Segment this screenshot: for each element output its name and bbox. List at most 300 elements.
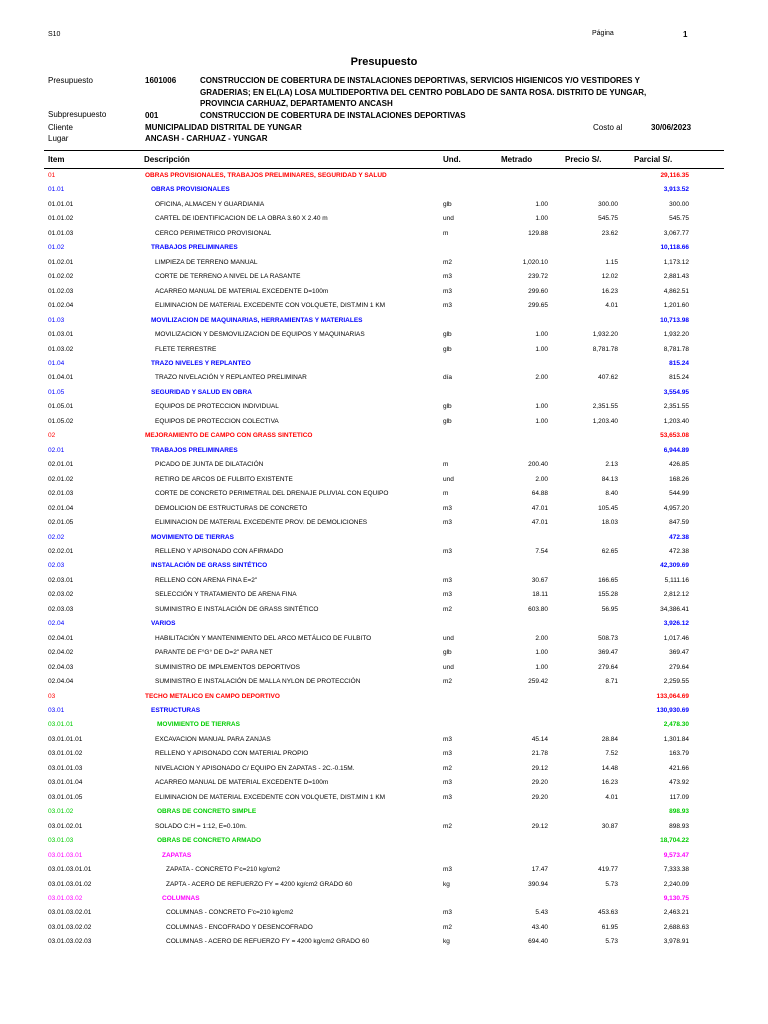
row-precio: 279.64 — [598, 663, 618, 671]
row-parcial: 6,944.89 — [663, 446, 689, 454]
row-parcial: 3,978.91 — [663, 938, 689, 946]
row-unit: m3 — [443, 793, 453, 801]
row-parcial: 815.24 — [669, 359, 689, 367]
row-metrado: 1.00 — [535, 215, 548, 223]
table-row — [0, 820, 768, 835]
table-row — [0, 588, 768, 603]
table-group-row — [0, 169, 768, 184]
row-precio: 4.01 — [605, 302, 618, 310]
table-group-row — [0, 444, 768, 459]
table-group-row — [0, 357, 768, 372]
row-item: 02.01.03 — [48, 490, 74, 498]
row-metrado: 694.40 — [528, 938, 548, 946]
row-description: ACARREO MANUAL DE MATERIAL EXCEDENTE D=100m — [155, 287, 329, 295]
row-parcial: 117.09 — [669, 793, 689, 801]
row-parcial: 1,932.20 — [663, 331, 689, 339]
table-group-row — [0, 892, 768, 907]
row-description: CORTE DE CONCRETO PERIMETRAL DEL DRENAJE PLUVIAL CON EQUIPO — [155, 490, 389, 498]
table-row — [0, 400, 768, 415]
row-metrado: 29.12 — [531, 764, 548, 772]
table-row — [0, 285, 768, 300]
row-parcial: 898.93 — [669, 808, 689, 816]
row-description: FLETE TERRESTRE — [155, 345, 217, 353]
row-description: SUMINISTRO E INSTALACIÓN DE GRASS SINTÉTICO — [155, 605, 319, 613]
subpresupuesto-description: CONSTRUCCION DE COBERTURA DE INSTALACIONES DEPORTIVAS — [200, 111, 466, 120]
row-metrado: 17.47 — [531, 866, 548, 874]
row-precio: 30.87 — [601, 822, 618, 830]
row-parcial: 163.79 — [669, 750, 689, 758]
row-unit: m2 — [443, 822, 453, 830]
row-metrado: 47.01 — [531, 504, 548, 512]
row-metrado: 21.78 — [531, 750, 548, 758]
table-row — [0, 227, 768, 242]
row-parcial: 545.75 — [669, 215, 689, 223]
table-row — [0, 791, 768, 806]
row-parcial: 2,351.55 — [663, 403, 689, 411]
row-item: 03.01.02.01 — [48, 822, 83, 830]
row-item: 03.01.01.02 — [48, 750, 83, 758]
row-precio: 2.13 — [605, 461, 618, 469]
row-parcial: 133,064.69 — [656, 692, 689, 700]
row-item: 01.04.01 — [48, 374, 74, 382]
row-parcial: 130,930.69 — [656, 707, 689, 715]
table-row — [0, 863, 768, 878]
row-item: 03.01.03.01.01 — [48, 866, 92, 874]
row-precio: 155.28 — [598, 591, 618, 599]
row-metrado: 259.42 — [528, 678, 548, 686]
row-metrado: 29.20 — [531, 779, 548, 787]
table-group-row — [0, 314, 768, 329]
row-metrado: 18.11 — [532, 591, 548, 599]
table-row — [0, 776, 768, 791]
row-unit: glb — [443, 345, 452, 353]
row-precio: 5.73 — [605, 880, 618, 888]
column-header-item: Item — [48, 155, 65, 164]
table-group-row — [0, 183, 768, 198]
page-title: Presupuesto — [350, 56, 418, 68]
row-description: EQUIPOS DE PROTECCION COLECTIVA — [155, 417, 279, 425]
row-item: 03.01.03.02.01 — [48, 909, 92, 917]
row-unit: m3 — [443, 591, 453, 599]
table-row — [0, 516, 768, 531]
row-metrado: 1.00 — [535, 200, 548, 208]
row-description: ELIMINACION DE MATERIAL EXCEDENTE CON VOLQUETE, DIST.MIN 1 KM — [155, 793, 386, 801]
row-metrado: 129.88 — [528, 229, 548, 237]
table-row — [0, 632, 768, 647]
row-item: 01.02.03 — [48, 287, 74, 295]
row-description: EQUIPOS DE PROTECCION INDIVIDUAL — [155, 403, 279, 411]
row-metrado: 1.00 — [535, 331, 548, 339]
row-precio: 5.73 — [605, 938, 618, 946]
row-description: DEMOLICION DE ESTRUCTURAS DE CONCRETO — [155, 504, 308, 512]
lugar-value: ANCASH - CARHUAZ - YUNGAR — [145, 134, 268, 143]
table-group-row — [0, 531, 768, 546]
row-parcial: 815.24 — [669, 374, 689, 382]
row-parcial: 3,554.95 — [663, 388, 689, 396]
row-unit: m2 — [443, 764, 453, 772]
row-description: RELLENO Y APISONADO CON AFIRMADO — [155, 547, 284, 555]
row-description: ACARREO MANUAL DE MATERIAL EXCEDENTE D=100m — [155, 779, 329, 787]
row-parcial: 1,173.12 — [663, 258, 689, 266]
row-parcial: 426.85 — [669, 461, 689, 469]
row-item: 01.02 — [48, 244, 65, 252]
row-parcial: 898.93 — [669, 822, 689, 830]
row-description: SELECCIÓN Y TRATAMIENTO DE ARENA FINA — [155, 591, 297, 599]
row-parcial: 53,653.08 — [660, 432, 689, 440]
row-item: 02.04.02 — [48, 649, 74, 657]
row-item: 03.01.02 — [48, 808, 74, 816]
row-parcial: 847.59 — [669, 519, 689, 527]
row-item: 02 — [48, 432, 56, 440]
presupuesto-label: Presupuesto — [48, 76, 93, 85]
row-item: 02.04 — [48, 620, 65, 628]
row-metrado: 1.00 — [535, 403, 548, 411]
row-item: 01.03.01 — [48, 331, 74, 339]
row-metrado: 390.94 — [528, 880, 548, 888]
row-precio: 369.47 — [598, 649, 618, 657]
row-metrado: 1.00 — [535, 663, 548, 671]
row-description: RETIRO DE ARCOS DE FULBITO EXISTENTE — [155, 475, 293, 483]
row-item: 01.01.01 — [48, 200, 74, 208]
row-item: 01.03.02 — [48, 345, 74, 353]
table-group-row — [0, 241, 768, 256]
row-unit: glb — [443, 200, 452, 208]
row-precio: 62.65 — [601, 547, 618, 555]
row-metrado: 2.00 — [535, 475, 548, 483]
row-precio: 84.13 — [601, 475, 618, 483]
table-group-row — [0, 834, 768, 849]
row-parcial: 3,067.77 — [663, 229, 689, 237]
row-description: ZAPATAS — [162, 851, 192, 859]
table-row — [0, 921, 768, 936]
table-group-row — [0, 718, 768, 733]
column-header-descripcion: Descripción — [144, 155, 190, 164]
row-parcial: 1,201.60 — [663, 302, 689, 310]
row-unit: día — [443, 374, 453, 382]
row-precio: 18.03 — [601, 519, 618, 527]
table-row — [0, 328, 768, 343]
row-unit: kg — [443, 880, 450, 888]
row-metrado: 299.65 — [528, 302, 548, 310]
row-precio: 453.63 — [598, 909, 618, 917]
row-parcial: 2,240.09 — [663, 880, 689, 888]
row-parcial: 1,301.84 — [663, 735, 689, 743]
row-metrado: 29.12 — [531, 822, 548, 830]
page-label: Página — [592, 30, 614, 37]
row-description: TECHO METALICO EN CAMPO DEPORTIVO — [145, 692, 280, 700]
row-description: PARANTE DE F°G° DE D=2" PARA NET — [155, 649, 273, 657]
lugar-label: Lugar — [48, 134, 69, 143]
row-unit: kg — [443, 938, 450, 946]
row-parcial: 369.47 — [669, 649, 689, 657]
row-metrado: 7.54 — [535, 547, 548, 555]
row-unit: m3 — [443, 302, 453, 310]
table-row — [0, 878, 768, 893]
row-item: 02.02 — [48, 533, 65, 541]
row-item: 02.03.01 — [48, 576, 74, 584]
row-unit: m3 — [443, 273, 453, 281]
row-metrado: 45.14 — [531, 735, 548, 743]
row-unit: m — [443, 490, 449, 498]
row-item: 01.03 — [48, 316, 65, 324]
row-description: ZAPATA - CONCRETO F'c=210 kg/cm2 — [166, 866, 280, 874]
row-description: MOVILIZACION DE MAQUINARIAS, HERRAMIENTAS Y MATERIALES — [151, 316, 363, 324]
table-row — [0, 458, 768, 473]
row-parcial: 8,781.78 — [663, 345, 689, 353]
presupuesto-description-line: PROVINCIA CARHUAZ, DEPARTAMENTO ANCASH — [200, 99, 393, 109]
row-item: 01.05.01 — [48, 403, 74, 411]
table-group-row — [0, 559, 768, 574]
row-item: 01.01 — [48, 186, 65, 194]
row-description: RELLENO Y APISONADO CON MATERIAL PROPIO — [155, 750, 309, 758]
table-group-row — [0, 617, 768, 632]
row-item: 02.03 — [48, 562, 65, 570]
row-description: MOVIMIENTO DE TIERRAS — [157, 721, 240, 729]
table-group-row — [0, 690, 768, 705]
row-item: 01 — [48, 172, 56, 179]
row-description: INSTALACIÓN DE GRASS SINTÉTICO — [151, 562, 268, 570]
row-item: 03.01.01.04 — [48, 779, 83, 787]
row-item: 01.04 — [48, 359, 65, 367]
row-description: CARTEL DE IDENTIFICACION DE LA OBRA 3.60 X 2.40 m — [155, 215, 328, 223]
column-header-parcial: Parcial S/. — [634, 155, 673, 164]
row-precio: 12.02 — [601, 273, 618, 281]
row-item: 03.01.03.02 — [48, 895, 83, 902]
row-unit: m2 — [443, 923, 453, 931]
row-precio: 4.01 — [605, 793, 618, 801]
row-metrado: 64.88 — [531, 490, 548, 498]
table-group-row — [0, 386, 768, 401]
row-unit: m3 — [443, 287, 453, 295]
row-parcial: 18,704.22 — [660, 837, 689, 845]
row-metrado: 299.60 — [528, 287, 548, 295]
row-unit: m2 — [443, 678, 453, 686]
row-parcial: 7,333.38 — [663, 866, 689, 874]
table-group-row — [0, 849, 768, 864]
row-item: 03.01.01 — [48, 721, 74, 729]
table-row — [0, 603, 768, 618]
row-item: 02.02.01 — [48, 547, 74, 555]
row-description: SUMINISTRO E INSTALACIÓN DE MALLA NYLON DE PROTECCIÓN — [155, 678, 361, 686]
row-parcial: 10,713.98 — [660, 316, 689, 324]
table-group-row — [0, 805, 768, 820]
row-item: 03.01.03 — [48, 837, 74, 845]
row-parcial: 300.00 — [669, 200, 689, 208]
table-row — [0, 545, 768, 560]
row-item: 03.01.01.05 — [48, 793, 83, 801]
row-item: 02.03.02 — [48, 591, 74, 599]
row-description: COLUMNAS - ACERO DE REFUERZO FY = 4200 kg/cm2 GRADO 60 — [166, 938, 370, 946]
row-parcial: 34,386.41 — [660, 605, 689, 613]
row-description: OBRAS DE CONCRETO SIMPLE — [157, 808, 257, 816]
row-precio: 1.15 — [605, 258, 618, 266]
row-description: TRAZO NIVELACIÓN Y REPLANTEO PRELIMINAR — [155, 374, 307, 382]
row-item: 01.01.02 — [48, 215, 74, 223]
row-description: ELIMINACION DE MATERIAL EXCEDENTE CON VOLQUETE, DIST.MIN 1 KM — [155, 302, 386, 310]
row-metrado: 1.00 — [535, 345, 548, 353]
row-precio: 545.75 — [598, 215, 618, 223]
row-description: COLUMNAS — [162, 895, 200, 902]
row-precio: 8.71 — [605, 678, 618, 686]
row-item: 03.01.01.03 — [48, 764, 83, 772]
row-unit: m3 — [443, 779, 453, 787]
row-precio: 16.23 — [601, 287, 618, 295]
row-precio: 7.52 — [605, 750, 618, 758]
table-row — [0, 212, 768, 227]
row-precio: 419.77 — [598, 866, 618, 874]
row-item: 02.01.05 — [48, 519, 74, 527]
table-row — [0, 343, 768, 358]
row-unit: m3 — [443, 519, 453, 527]
row-description: NIVELACION Y APISONADO C/ EQUIPO EN ZAPATAS - 2C.-0.15M. — [155, 764, 355, 772]
row-description: SEGURIDAD Y SALUD EN OBRA — [151, 388, 252, 396]
table-group-row — [0, 429, 768, 444]
row-description: RELLENO CON ARENA FINA E=2" — [155, 576, 258, 584]
table-row — [0, 747, 768, 762]
row-unit: m3 — [443, 576, 453, 584]
row-parcial: 168.26 — [669, 475, 689, 483]
presupuesto-code: 1601006 — [145, 76, 177, 85]
row-unit: m3 — [443, 735, 453, 743]
row-parcial: 472.38 — [669, 533, 689, 541]
row-metrado: 29.20 — [531, 793, 548, 801]
table-header — [44, 150, 724, 169]
row-metrado: 43.40 — [531, 923, 548, 931]
row-item: 02.01.04 — [48, 504, 74, 512]
table-row — [0, 935, 768, 950]
row-description: ELIMINACION DE MATERIAL EXCEDENTE PROV. DE DEMOLICIONES — [155, 519, 368, 527]
row-parcial: 4,957.20 — [663, 504, 689, 512]
table-row — [0, 371, 768, 386]
row-item: 01.01.03 — [48, 229, 74, 237]
row-unit: glb — [443, 417, 452, 425]
table-row — [0, 270, 768, 285]
row-item: 03.01.03.02.02 — [48, 923, 92, 931]
table-row — [0, 415, 768, 430]
row-parcial: 2,881.43 — [663, 273, 689, 281]
table-row — [0, 646, 768, 661]
row-description: OFICINA, ALMACEN Y GUARDIANIA — [155, 200, 265, 208]
row-item: 01.05 — [48, 388, 65, 396]
row-item: 01.02.01 — [48, 258, 74, 266]
row-metrado: 2.00 — [535, 374, 548, 382]
row-parcial: 2,259.55 — [663, 678, 689, 686]
row-item: 02.01.02 — [48, 475, 74, 483]
row-description: ESTRUCTURAS — [151, 707, 201, 715]
column-header-metrado: Metrado — [501, 155, 533, 164]
row-metrado: 200.40 — [528, 461, 548, 469]
table-row — [0, 502, 768, 517]
row-description: COLUMNAS - ENCOFRADO Y DESENCOFRADO — [166, 923, 313, 931]
row-description: TRABAJOS PRELIMINARES — [151, 446, 238, 454]
row-item: 02.04.03 — [48, 663, 74, 671]
row-unit: m3 — [443, 866, 453, 874]
row-description: CORTE DE TERRENO A NIVEL DE LA RASANTE — [155, 273, 301, 281]
presupuesto-description-line: GRADERIAS; EN EL(LA) LOSA MULTIDEPORTIVA DEL CENTRO POBLADO DE SANTA ROSA. DISTRITO DE YUNGAR, — [200, 87, 647, 97]
row-metrado: 1,020.10 — [522, 258, 548, 266]
row-precio: 407.62 — [598, 374, 618, 382]
row-precio: 1,932.20 — [592, 331, 618, 339]
row-parcial: 544.99 — [669, 490, 689, 498]
row-precio: 105.45 — [598, 504, 618, 512]
subpresupuesto-label: Subpresupuesto — [48, 110, 107, 119]
row-precio: 508.73 — [598, 634, 618, 642]
row-description: TRABAJOS PRELIMINARES — [151, 244, 238, 252]
row-parcial: 9,130.75 — [663, 895, 689, 902]
table-row — [0, 574, 768, 589]
row-precio: 61.95 — [601, 923, 618, 931]
row-unit: m2 — [443, 605, 453, 613]
row-description: SOLADO C:H = 1:12, E=0.10m. — [155, 822, 247, 830]
row-item: 02.01 — [48, 446, 65, 454]
row-parcial: 1,203.40 — [663, 417, 689, 425]
row-unit: m — [443, 229, 449, 237]
row-precio: 23.62 — [601, 229, 618, 237]
costo-label: Costo al — [593, 123, 623, 132]
row-item: 03.01.01.01 — [48, 735, 83, 743]
row-unit: und — [443, 215, 454, 223]
row-precio: 2,351.55 — [592, 403, 618, 411]
row-metrado: 1.00 — [535, 649, 548, 657]
report-code: S10 — [48, 31, 61, 38]
table-row — [0, 487, 768, 502]
row-unit: m — [443, 461, 449, 469]
row-precio: 8.40 — [605, 490, 618, 498]
presupuesto-description — [200, 75, 646, 110]
row-parcial: 10,118.66 — [660, 244, 689, 252]
row-metrado: 2.00 — [535, 634, 548, 642]
row-item: 03 — [48, 692, 56, 700]
row-description: MEJORAMIENTO DE CAMPO CON GRASS SINTETICO — [145, 432, 313, 440]
cliente-label: Cliente — [48, 123, 73, 132]
row-unit: m2 — [443, 258, 453, 266]
row-description: OBRAS PROVISIONALES, TRABAJOS PRELIMINARES, SEGURIDAD Y SALUD — [145, 172, 387, 179]
row-description: PICADO DE JUNTA DE DILATACIÓN — [155, 461, 264, 469]
row-description: ZAPTA - ACERO DE REFUERZO FY = 4200 kg/cm2 GRADO 60 — [166, 880, 353, 888]
row-parcial: 2,688.63 — [663, 923, 689, 931]
row-item: 03.01 — [48, 707, 65, 715]
row-description: LIMPIEZA DE TERRENO MANUAL — [155, 258, 258, 266]
row-precio: 8,781.78 — [592, 345, 618, 353]
table-group-row — [0, 704, 768, 719]
row-precio: 300.00 — [598, 200, 618, 208]
row-parcial: 2,812.12 — [663, 591, 689, 599]
row-unit: m3 — [443, 504, 453, 512]
row-unit: m3 — [443, 750, 453, 758]
row-parcial: 2,463.21 — [663, 909, 689, 917]
row-parcial: 42,309.69 — [660, 562, 689, 570]
row-parcial: 29,116.35 — [660, 172, 689, 179]
row-item: 03.01.03.02.03 — [48, 938, 92, 946]
row-unit: und — [443, 475, 454, 483]
row-metrado: 47.01 — [531, 519, 548, 527]
row-unit: glb — [443, 649, 452, 657]
row-item: 01.02.02 — [48, 273, 74, 281]
row-precio: 1,203.40 — [592, 417, 618, 425]
row-metrado: 5.43 — [535, 909, 548, 917]
row-unit: m3 — [443, 547, 453, 555]
row-precio: 16.23 — [601, 779, 618, 787]
row-item: 02.01.01 — [48, 461, 74, 469]
row-item: 01.02.04 — [48, 302, 74, 310]
row-item: 03.01.03.01.02 — [48, 880, 92, 888]
table-row — [0, 661, 768, 676]
row-parcial: 3,926.12 — [663, 620, 689, 628]
row-unit: m3 — [443, 909, 453, 917]
row-item: 01.05.02 — [48, 417, 74, 425]
row-metrado: 603.80 — [528, 605, 548, 613]
row-item: 03.01.03.01 — [48, 851, 83, 859]
